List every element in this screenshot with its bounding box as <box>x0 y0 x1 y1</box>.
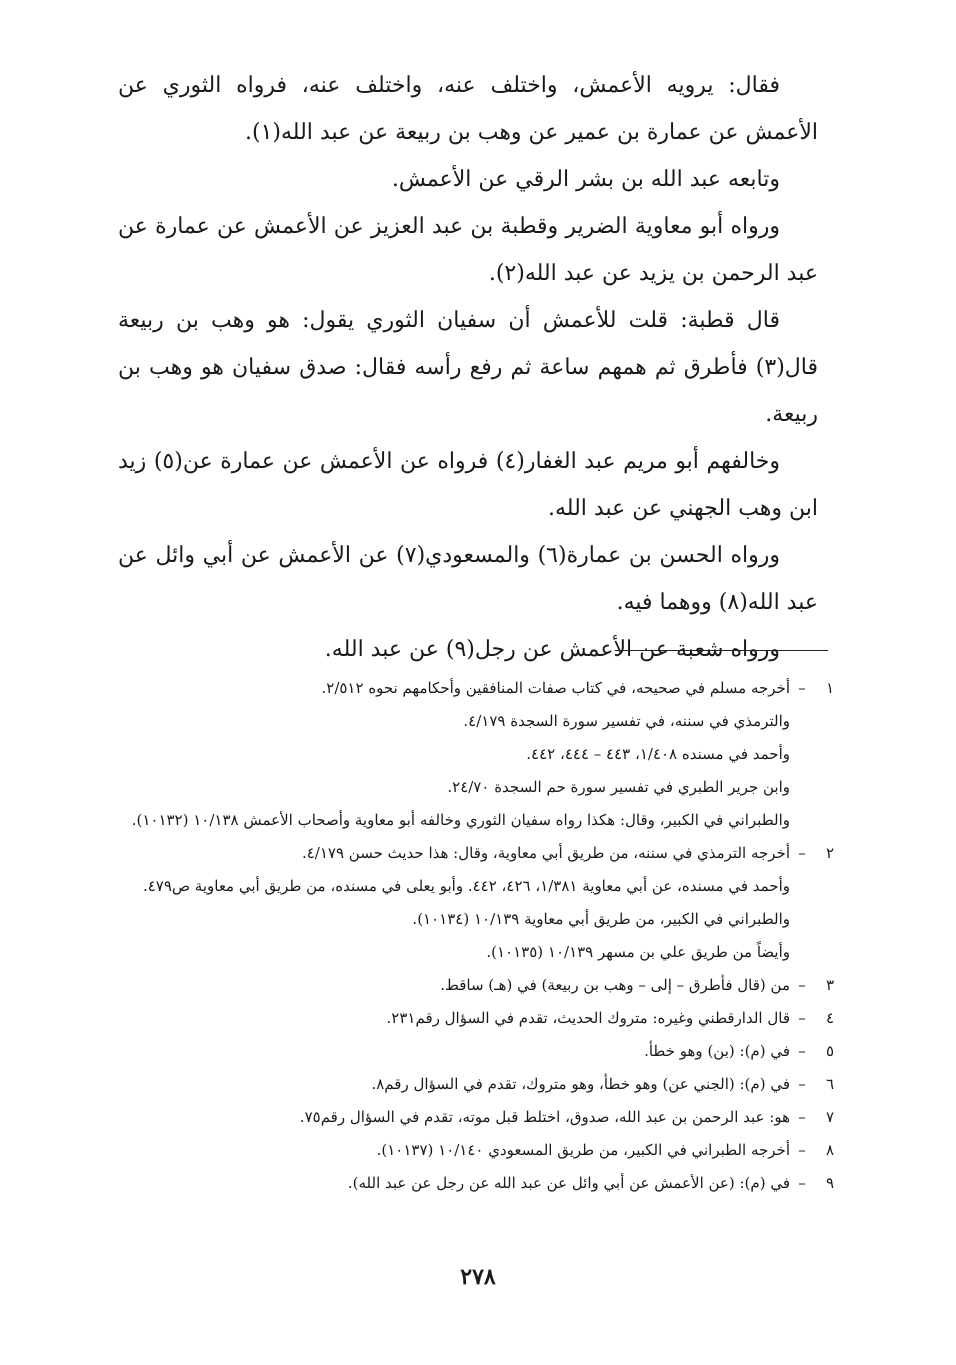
footnote-separator <box>615 650 828 651</box>
footnote-number: ٩ <box>825 1174 834 1192</box>
paragraph-1: فقال: يرويه الأعمش، واختلف عنه، واختلف عنه، فرواه الثوري عن الأعمش عن عمارة بن عمير عن وهب بن ربيعة عن عبد الله(١). <box>118 73 818 145</box>
footnote-3 <box>114 969 834 1002</box>
footnote-dash: – <box>798 1042 806 1060</box>
footnote-text: قال الدارقطني وغيره: متروك الحديث، تقدم في السؤال رقم٢٣١. <box>386 1009 790 1027</box>
footnote-line: وأحمد في مسنده ١/٤٠٨، ٤٤٣ – ٤٤٤، ٤٤٢. <box>526 745 790 763</box>
footnote-number: ٨ <box>825 1141 834 1159</box>
footnote-line: والطبراني في الكبير، وقال: هكذا رواه سفيان الثوري وخالفه أبو معاوية وأصحاب الأعمش ١٠/١٣٨ (١٠١٣٢). <box>131 811 790 829</box>
footnote-text: في (م): (بن) وهو خطأ. <box>644 1042 790 1060</box>
footnote-line: وابن جرير الطبري في تفسير سورة حم السجدة ٢٤/٧٠. <box>447 778 790 796</box>
footnote-line: والترمذي في سننه، في تفسير سورة السجدة ٤/١٧٩. <box>463 712 790 730</box>
paragraph-6: ورواه الحسن بن عمارة(٦) والمسعودي(٧) عن الأعمش عن أبي وائل عن عبد الله(٨) ووهما فيه. <box>118 543 818 615</box>
footnote-number: ٧ <box>825 1108 834 1126</box>
footnote-text: في (م): (عن الأعمش عن أبي وائل عن عبد الله عن رجل عن عبد الله). <box>347 1174 790 1192</box>
footnote-2 <box>114 837 834 870</box>
footnote-text: من (قال فأطرق – إلى – وهب بن ربيعة) في (هـ) ساقط. <box>440 976 790 994</box>
footnote-dash: – <box>798 976 806 994</box>
footnote-dash: – <box>798 679 806 697</box>
footnote-line: وأيضاً من طريق علي بن مسهر ١٠/١٣٩ (١٠١٣٥). <box>486 943 790 961</box>
footnote-number: ١ <box>825 679 834 697</box>
footnote-line: والطبراني في الكبير، من طريق أبي معاوية ١٠/١٣٩ (١٠١٣٤). <box>412 910 790 928</box>
footnote-9 <box>114 1167 834 1200</box>
footnote-dash: – <box>798 1141 806 1159</box>
footnote-text: في (م): (الجني عن) وهو خطأ، وهو متروك، تقدم في السؤال رقم٨. <box>371 1075 790 1093</box>
footnotes <box>114 672 834 1200</box>
page-number: ٢٧٨ <box>460 1264 496 1290</box>
footnote-6 <box>114 1068 834 1101</box>
main-text <box>118 62 818 673</box>
paragraph-2: وتابعه عبد الله بن بشر الرقي عن الأعمش. <box>391 167 780 192</box>
footnote-number: ٣ <box>825 976 834 994</box>
footnote-number: ٢ <box>825 844 834 862</box>
footnote-dash: – <box>798 1009 806 1027</box>
footnote-5 <box>114 1035 834 1068</box>
paragraph-4: قال قطبة: قلت للأعمش أن سفيان الثوري يقول: هو وهب بن ربيعة قال(٣) فأطرق ثم همهم ساعة ثم رفع رأسه فقال: صدق سفيان هو وهب بن ربيعة. <box>118 308 818 427</box>
footnote-number: ٤ <box>825 1009 834 1027</box>
footnote-dash: – <box>798 844 806 862</box>
footnote-text: أخرجه الطبراني في الكبير، من طريق المسعودي ١٠/١٤٠ (١٠١٣٧). <box>376 1141 790 1159</box>
footnote-dash: – <box>798 1075 806 1093</box>
footnote-line: وأحمد في مسنده، عن أبي معاوية ١/٣٨١، ٤٢٦، ٤٤٢. وأبو يعلى في مسنده، من طريق أبي معاوية ص٤٧٩. <box>142 877 790 895</box>
footnote-1 <box>114 672 834 705</box>
footnote-dash: – <box>798 1108 806 1126</box>
footnote-text: أخرجه مسلم في صحيحه، في كتاب صفات المنافقين وأحكامهم نحوه ٢/٥١٢. <box>321 679 790 697</box>
paragraph-5: وخالفهم أبو مريم عبد الغفار(٤) فرواه عن الأعمش عن عمارة عن(٥) زيد ابن وهب الجهني عن عبد الله. <box>118 449 818 521</box>
footnote-7 <box>114 1101 834 1134</box>
footnote-4 <box>114 1002 834 1035</box>
footnote-dash: – <box>798 1174 806 1192</box>
footnote-8 <box>114 1134 834 1167</box>
footnote-text: هو: عبد الرحمن بن عبد الله، صدوق، اختلط قبل موته، تقدم في السؤال رقم٧٥. <box>299 1108 790 1126</box>
footnote-text: أخرجه الترمذي في سننه، من طريق أبي معاوية، وقال: هذا حديث حسن ٤/١٧٩. <box>301 844 790 862</box>
footnote-number: ٥ <box>825 1042 834 1060</box>
paragraph-7: ورواه شعبة عن الأعمش عن رجل(٩) عن عبد الله. <box>324 637 780 662</box>
paragraph-3: ورواه أبو معاوية الضرير وقطبة بن عبد العزيز عن الأعمش عن عمارة عن عبد الرحمن بن يزيد عن عبد الله(٢). <box>118 214 818 286</box>
footnote-number: ٦ <box>825 1075 834 1093</box>
